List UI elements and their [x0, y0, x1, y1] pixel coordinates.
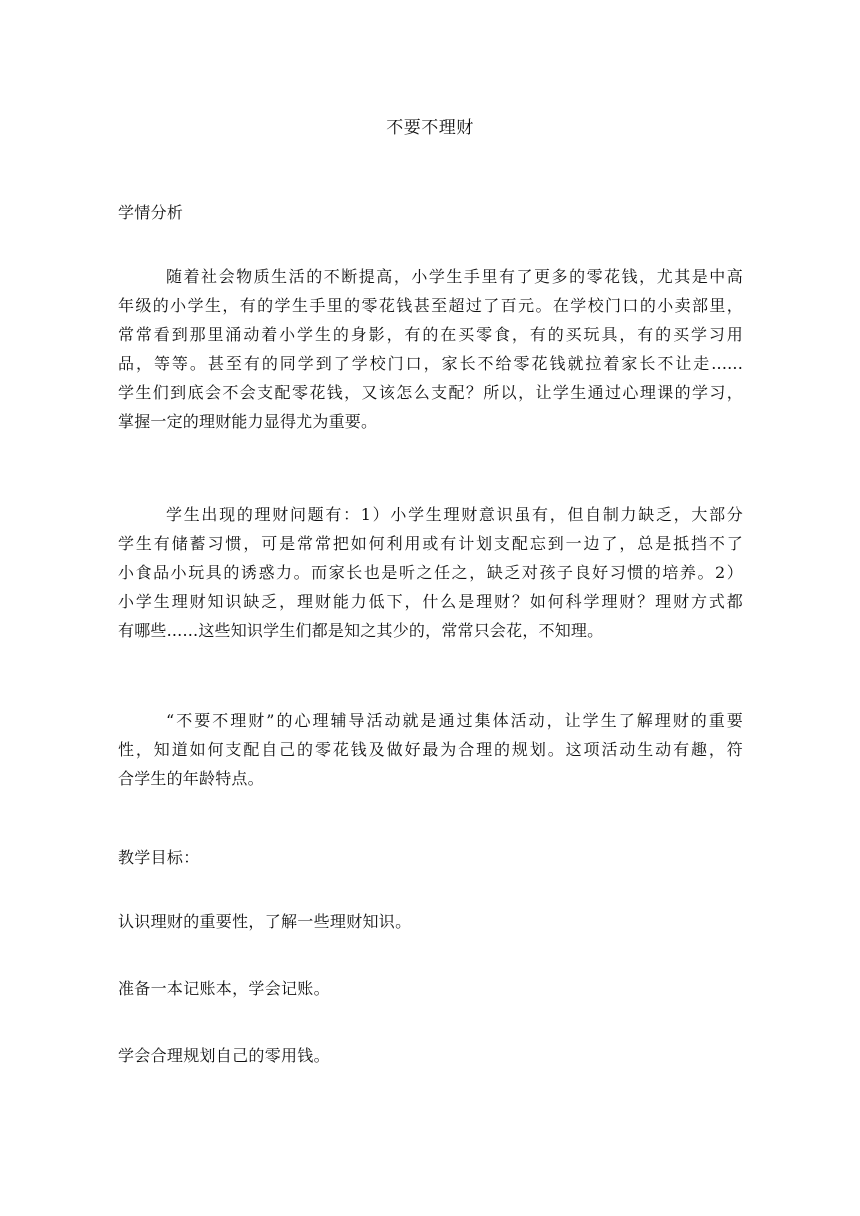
section-heading-analysis: 学情分析 [118, 203, 184, 222]
paragraph-1-line: 随着社会物质生活的不断提高，小学生手里有了更多的零花钱，尤其是中高 [166, 267, 743, 286]
paragraph-3-line: 合学生的年龄特点。 [118, 769, 264, 788]
paragraph-2-line: 小食品小玩具的诱惑力。而家长也是听之任之，缺乏对孩子良好习惯的培养。2） [118, 563, 743, 582]
paragraph-1-line: 常常看到那里涌动着小学生的身影，有的在买零食，有的买玩具，有的买学习用 [118, 325, 743, 344]
paragraph-1-line: 学生们到底会不会支配零花钱，又该怎么支配？所以，让学生通过心理课的学习， [118, 383, 743, 402]
goal-item: 准备一本记账本，学会记账。 [118, 979, 330, 998]
paragraph-2 [118, 500, 743, 645]
paragraph-3-line: “不要不理财”的心理辅导活动就是通过集体活动，让学生了解理财的重要 [166, 711, 743, 730]
section-heading-goals: 教学目标： [118, 848, 200, 867]
paragraph-3-line: 性，知道如何支配自己的零花钱及做好最为合理的规划。这项活动生动有趣，符 [118, 740, 743, 759]
paragraph-2-line: 有哪些......这些知识学生们都是知之其少的，常常只会花，不知理。 [118, 621, 604, 640]
paragraph-2-line: 小学生理财知识缺乏，理财能力低下，什么是理财？如何科学理财？理财方式都 [118, 592, 743, 611]
paragraph-1 [118, 262, 743, 436]
paragraph-2-line: 学生有储蓄习惯，可是常常把如何利用或有计划支配忘到一边了，总是抵挡不了 [118, 534, 743, 553]
goal-item: 学会合理规划自己的零用钱。 [118, 1046, 330, 1065]
paragraph-1-line: 掌握一定的理财能力显得尤为重要。 [118, 412, 378, 431]
document-title: 不要不理财 [386, 118, 474, 138]
paragraph-2-line: 学生出现的理财问题有：1）小学生理财意识虽有，但自制力缺乏，大部分 [166, 505, 743, 524]
paragraph-1-line: 品，等等。甚至有的同学到了学校门口，家长不给零花钱就拉着家长不让走...... [118, 354, 743, 373]
paragraph-1-line: 年级的小学生，有的学生手里的零花钱甚至超过了百元。在学校门口的小卖部里， [118, 296, 743, 315]
goal-item: 认识理财的重要性，了解一些理财知识。 [118, 912, 412, 931]
paragraph-3 [118, 706, 743, 793]
